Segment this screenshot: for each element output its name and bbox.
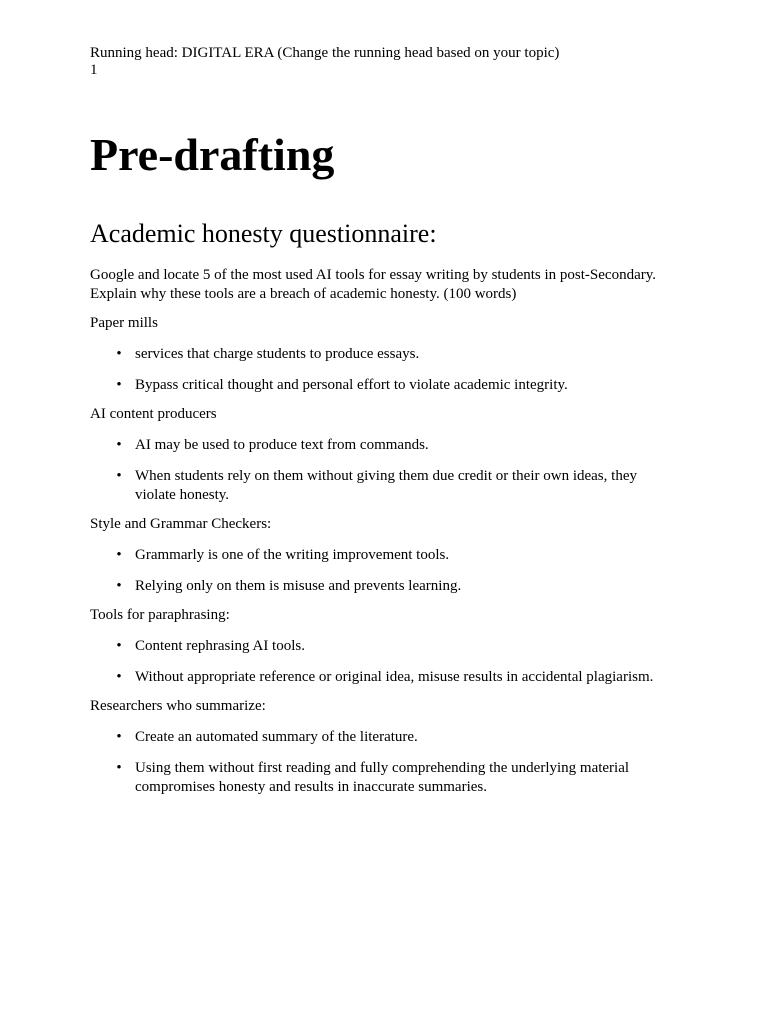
section-title: Style and Grammar Checkers: xyxy=(90,516,272,532)
list-item xyxy=(90,376,678,395)
list-item xyxy=(90,637,678,656)
bullet-icon: • xyxy=(116,377,122,393)
list-item-text: Bypass critical thought and personal effort to violate academic integrity. xyxy=(135,377,568,393)
section-title: Paper mills xyxy=(90,315,158,331)
list-item-text: Grammarly is one of the writing improvement tools. xyxy=(135,547,450,563)
running-head: Running head: DIGITAL ERA (Change the running head based on your topic) xyxy=(90,45,560,61)
list-item xyxy=(90,577,678,596)
list-item-text: services that charge students to produce essays. xyxy=(135,346,420,362)
list-item xyxy=(90,546,678,565)
bullet-icon: • xyxy=(116,437,122,453)
list-item-text: Without appropriate reference or original idea, misuse results in accidental plagiarism. xyxy=(135,669,654,685)
section-style-grammar-checkers xyxy=(90,515,678,596)
section-ai-content-producers xyxy=(90,405,678,505)
bullet-icon: • xyxy=(116,578,122,594)
list-item-text: AI may be used to produce text from commands. xyxy=(135,437,429,453)
list-item xyxy=(90,759,678,797)
list-item-text: Using them without first reading and fully comprehending the underlying material compromises honesty and results in inaccurate summaries. xyxy=(135,760,630,795)
list-item xyxy=(90,728,678,747)
bullet-list xyxy=(90,637,678,687)
section-heading: Academic honesty questionnaire: xyxy=(90,219,437,248)
list-item-text: Content rephrasing AI tools. xyxy=(135,638,305,654)
bullet-icon: • xyxy=(116,729,122,745)
section-title: AI content producers xyxy=(90,406,217,422)
assignment-prompt: Google and locate 5 of the most used AI tools for essay writing by students in post-Secondary. Explain why these tools are a breach of academic honesty. (100 words) xyxy=(90,267,657,302)
bullet-list xyxy=(90,436,678,505)
bullet-icon: • xyxy=(116,638,122,654)
bullet-icon: • xyxy=(116,346,122,362)
list-item-text: Create an automated summary of the literature. xyxy=(135,729,418,745)
bullet-icon: • xyxy=(116,669,122,685)
bullet-list xyxy=(90,546,678,596)
list-item xyxy=(90,436,678,455)
list-item-text: Relying only on them is misuse and prevents learning. xyxy=(135,578,462,594)
page-title: Pre-drafting xyxy=(90,129,335,180)
bullet-list xyxy=(90,345,678,395)
bullet-icon: • xyxy=(116,468,122,484)
bullet-icon: • xyxy=(116,760,122,776)
list-item-text: When students rely on them without giving them due credit or their own ideas, they violate honesty. xyxy=(135,468,637,503)
section-summarizers xyxy=(90,697,678,797)
section-paraphrasing-tools xyxy=(90,606,678,687)
section-paper-mills xyxy=(90,314,678,395)
section-title: Researchers who summarize: xyxy=(90,698,266,714)
bullet-icon: • xyxy=(116,547,122,563)
list-item xyxy=(90,345,678,364)
page-number: 1 xyxy=(90,62,98,78)
bullet-list xyxy=(90,728,678,797)
list-item xyxy=(90,467,678,505)
section-title: Tools for paraphrasing: xyxy=(90,607,230,623)
list-item xyxy=(90,668,678,687)
